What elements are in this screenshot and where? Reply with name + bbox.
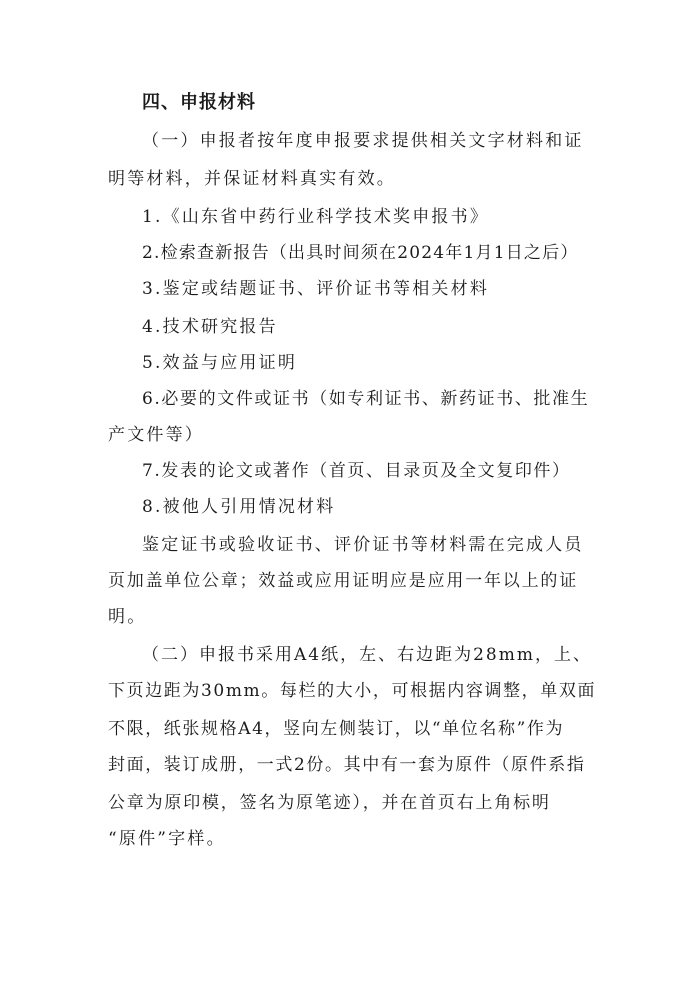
list-item-1: 1.《山东省中药行业科学技术奖申报书》	[142, 207, 490, 227]
list-item-4: 4.技术研究报告	[142, 317, 278, 337]
paragraph-3-line-2: 下页边距为30mm。每栏的大小，可根据内容调整，单双面	[108, 681, 597, 701]
section-heading: 四、申报材料	[142, 92, 256, 113]
paragraph-2-line-2: 页加盖单位公章；效益或应用证明应是应用一年以上的证	[108, 571, 578, 591]
paragraph-3-line-5: 公章为原印模，签名为原笔迹），并在首页右上角标明	[108, 793, 551, 813]
list-item-7: 7.发表的论文或著作（首页、目录页及全文复印件）	[142, 461, 571, 481]
paragraph-2-line-1: 鉴定证书或验收证书、评价证书等材料需在完成人员	[142, 535, 584, 555]
paragraph-3-line-4: 封面，装订成册，一式2份。其中有一套为原件（原件系指	[108, 755, 586, 775]
list-item-5: 5.效益与应用证明	[142, 353, 298, 373]
list-item-8: 8.被他人引用情况材料	[142, 497, 336, 517]
list-item-6-line-1: 6.必要的文件或证书（如专利证书、新药证书、批准生	[142, 389, 590, 409]
paragraph-3-line-6: “原件”字样。	[108, 829, 226, 849]
paragraph-3-line-1: （二）申报书采用A4纸，左、右边距为28mm，上、	[142, 645, 592, 665]
paragraph-1-line-1: （一）申报者按年度申报要求提供相关文字材料和证	[142, 131, 584, 151]
paragraph-3-line-3: 不限，纸张规格A4，竖向左侧装订，以“单位名称”作为	[108, 719, 565, 739]
paragraph-1-line-2: 明等材料，并保证材料真实有效。	[108, 169, 396, 189]
paragraph-2-line-3: 明。	[108, 607, 147, 627]
list-item-3: 3.鉴定或结题证书、评价证书等相关材料	[142, 279, 490, 299]
list-item-2: 2.检索查新报告（出具时间须在2024年1月1日之后）	[142, 243, 579, 263]
list-item-6-line-2: 产文件等）	[108, 425, 204, 445]
